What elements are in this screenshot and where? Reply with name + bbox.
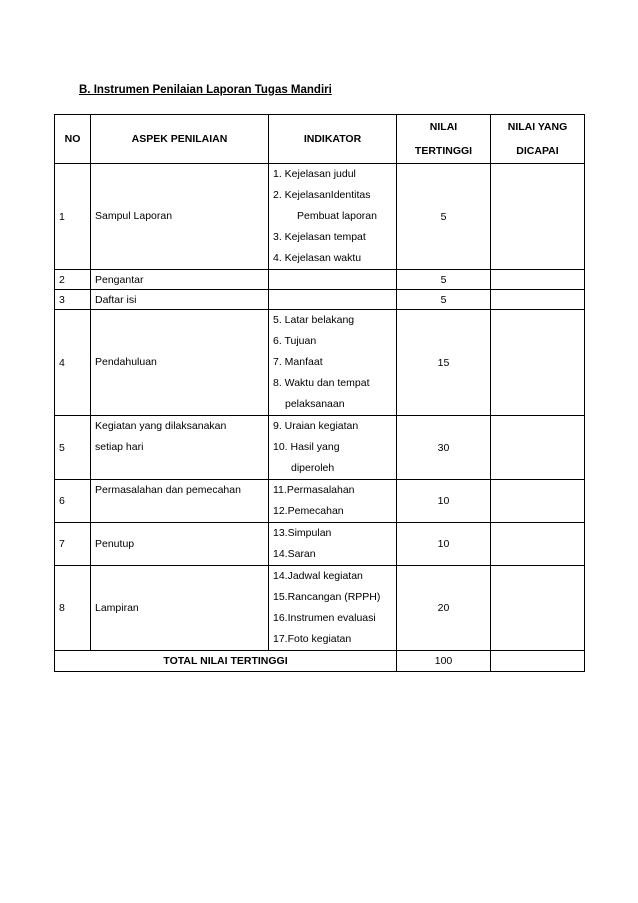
total-dicapai — [491, 651, 585, 672]
row-nilai-tertinggi: 15 — [397, 310, 491, 416]
row-aspek: Pengantar — [91, 270, 269, 290]
row-indikator: 11.Permasalahan 12.Pemecahan — [269, 480, 397, 523]
col-header-indikator: INDIKATOR — [269, 115, 397, 164]
table-row — [55, 290, 585, 310]
row-nilai-dicapai — [491, 164, 585, 270]
assessment-table — [54, 114, 585, 672]
row-nilai-tertinggi: 10 — [397, 480, 491, 523]
row-no: 3 — [55, 290, 91, 310]
row-indikator: 14.Jadwal kegiatan 15.Rancangan (RPPH) 16.Instrumen evaluasi 17.Foto kegiatan — [269, 566, 397, 651]
row-nilai-dicapai — [491, 416, 585, 480]
row-no: 7 — [55, 523, 91, 566]
row-no: 1 — [55, 164, 91, 270]
row-no: 4 — [55, 310, 91, 416]
row-aspek: Penutup — [91, 523, 269, 566]
table-row — [55, 310, 585, 416]
row-aspek: Permasalahan dan pemecahan — [91, 480, 269, 523]
row-nilai-tertinggi: 5 — [397, 164, 491, 270]
table-row — [55, 480, 585, 523]
row-indikator — [269, 270, 397, 290]
table-row — [55, 523, 585, 566]
table-row — [55, 164, 585, 270]
row-nilai-dicapai — [491, 290, 585, 310]
row-indikator: 13.Simpulan 14.Saran — [269, 523, 397, 566]
row-indikator — [269, 290, 397, 310]
table-row — [55, 416, 585, 480]
header-row — [55, 115, 585, 164]
row-nilai-tertinggi: 20 — [397, 566, 491, 651]
row-aspek: Lampiran — [91, 566, 269, 651]
col-header-nilai-tertinggi: NILAI TERTINGGI — [397, 115, 491, 164]
col-header-nilai-dicapai: NILAI YANG DICAPAI — [491, 115, 585, 164]
row-nilai-dicapai — [491, 310, 585, 416]
col-header-aspek: ASPEK PENILAIAN — [91, 115, 269, 164]
row-no: 2 — [55, 270, 91, 290]
table-row — [55, 566, 585, 651]
row-indikator: 5. Latar belakang 6. Tujuan 7. Manfaat 8. Waktu dan tempat pelaksanaan — [269, 310, 397, 416]
row-nilai-tertinggi: 5 — [397, 270, 491, 290]
row-aspek: Pendahuluan — [91, 310, 269, 416]
row-nilai-dicapai — [491, 270, 585, 290]
row-nilai-dicapai — [491, 480, 585, 523]
col-header-no: NO — [55, 115, 91, 164]
total-value: 100 — [397, 651, 491, 672]
row-nilai-tertinggi: 30 — [397, 416, 491, 480]
section-heading: B. Instrumen Penilaian Laporan Tugas Mandiri — [79, 84, 332, 96]
row-nilai-tertinggi: 5 — [397, 290, 491, 310]
row-indikator: 1. Kejelasan judul 2. KejelasanIdentitas Pembuat laporan 3. Kejelasan tempat 4. Kejelasan waktu — [269, 164, 397, 270]
table-row — [55, 270, 585, 290]
row-nilai-dicapai — [491, 523, 585, 566]
total-label: TOTAL NILAI TERTINGGI — [55, 651, 397, 672]
total-row — [55, 651, 585, 672]
row-aspek: Sampul Laporan — [91, 164, 269, 270]
row-aspek: Daftar isi — [91, 290, 269, 310]
row-no: 8 — [55, 566, 91, 651]
row-nilai-dicapai — [491, 566, 585, 651]
row-aspek: Kegiatan yang dilaksanakan setiap hari — [91, 416, 269, 480]
row-indikator: 9. Uraian kegiatan 10. Hasil yang diperoleh — [269, 416, 397, 480]
row-nilai-tertinggi: 10 — [397, 523, 491, 566]
row-no: 6 — [55, 480, 91, 523]
row-no: 5 — [55, 416, 91, 480]
